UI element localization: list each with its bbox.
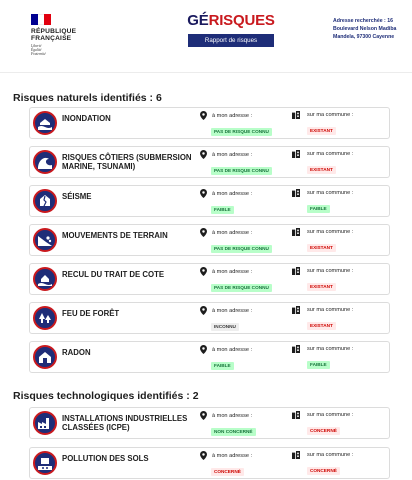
coastline-icon <box>33 267 57 291</box>
searched-address <box>333 17 411 41</box>
commune-column <box>292 189 392 215</box>
location-pin-icon <box>200 111 207 120</box>
address-column <box>200 228 300 255</box>
rf-motto-line3: Fraternité <box>31 52 46 57</box>
commune-label: sur ma commune : <box>307 112 354 118</box>
brand-title-part1: GÉ <box>187 12 209 29</box>
location-pin-icon <box>200 150 207 159</box>
risk-card-radon[interactable] <box>29 341 390 373</box>
address-status-badge: FAIBLE <box>211 362 234 370</box>
risk-name: POLLUTION DES SOLS <box>62 454 149 463</box>
address-line2: Boulevard Nelson Madiba <box>333 26 397 32</box>
tech-risks-title: Risques technologiques identifiés : 2 <box>13 390 199 402</box>
location-pin-icon <box>200 267 207 276</box>
address-column <box>200 150 300 177</box>
commune-label: sur ma commune : <box>307 229 354 235</box>
risk-card-feu-de-foret[interactable] <box>29 302 390 334</box>
address-status-badge: PAS DE RISQUE CONNU <box>211 128 272 136</box>
address-column <box>200 345 300 372</box>
location-pin-icon <box>200 306 207 315</box>
commune-column <box>292 345 392 371</box>
risk-card-inondation[interactable] <box>29 107 390 139</box>
soil-pollution-icon <box>33 451 57 475</box>
commune-status-badge: FAIBLE <box>307 205 330 213</box>
commune-status-badge: CONCERNÉ <box>307 427 340 435</box>
town-hall-icon <box>292 189 300 197</box>
commune-column <box>292 306 392 332</box>
location-pin-icon <box>200 451 207 460</box>
commune-column <box>292 150 392 176</box>
header-divider <box>0 72 412 73</box>
commune-label: sur ma commune : <box>307 268 354 274</box>
address-line3: Mandela, 97300 Cayenne <box>333 34 395 40</box>
location-pin-icon <box>200 228 207 237</box>
commune-label: sur ma commune : <box>307 190 354 196</box>
commune-status-badge: EXISTANT <box>307 283 336 291</box>
rf-motto <box>31 44 101 57</box>
natural-risks-title: Risques naturels identifiés : 6 <box>13 92 162 104</box>
risk-name: RISQUES CÔTIERS (SUBMERSION MARINE, TSUNAMI) <box>62 153 192 171</box>
commune-column <box>292 411 392 437</box>
report-subtitle: Rapport de risques <box>188 34 274 47</box>
commune-column <box>292 111 392 137</box>
factory-icon <box>33 411 57 435</box>
rf-name-line2: FRANÇAISE <box>31 35 72 42</box>
commune-status-badge: FAIBLE <box>307 361 330 369</box>
risk-card-mouvements-de-terrain[interactable] <box>29 224 390 256</box>
town-hall-icon <box>292 228 300 236</box>
address-status-badge: NON CONCERNÉ <box>211 428 256 436</box>
republique-francaise-logo <box>31 14 101 57</box>
commune-column <box>292 451 392 477</box>
risk-name: RECUL DU TRAIT DE COTE <box>62 270 165 279</box>
address-column <box>200 411 300 438</box>
landslide-icon <box>33 228 57 252</box>
address-label: à mon adresse : <box>212 268 253 275</box>
french-flag-icon <box>31 14 51 25</box>
commune-status-badge: EXISTANT <box>307 127 336 135</box>
risk-name: FEU DE FORÊT <box>62 309 120 318</box>
rf-motto-line1: Liberté <box>31 44 42 48</box>
wave-icon <box>33 150 57 174</box>
town-hall-icon <box>292 451 300 459</box>
address-column <box>200 267 300 294</box>
rf-name-line1: RÉPUBLIQUE <box>31 28 77 35</box>
commune-status-badge: EXISTANT <box>307 322 336 330</box>
address-line1: Adresse recherchée : 16 <box>333 18 393 24</box>
commune-label: sur ma commune : <box>307 307 354 313</box>
risk-card-risques-cotiers-submersion-marine-tsunami[interactable] <box>29 146 390 178</box>
address-label: à mon adresse : <box>212 307 253 314</box>
address-label: à mon adresse : <box>212 190 253 197</box>
address-label: à mon adresse : <box>212 452 253 459</box>
risk-name: SÉISME <box>62 192 92 201</box>
flood-icon <box>33 111 57 135</box>
commune-column <box>292 267 392 293</box>
address-label: à mon adresse : <box>212 229 253 236</box>
commune-label: sur ma commune : <box>307 452 354 458</box>
address-column <box>200 451 300 478</box>
commune-label: sur ma commune : <box>307 412 354 418</box>
risk-card-pollution-des-sols[interactable] <box>29 447 390 479</box>
town-hall-icon <box>292 111 300 119</box>
commune-status-badge: EXISTANT <box>307 244 336 252</box>
town-hall-icon <box>292 345 300 353</box>
risk-card-installations-industrielles-classees-icpe[interactable] <box>29 407 390 439</box>
address-status-badge: INCONNU <box>211 323 239 331</box>
address-status-badge: PAS DE RISQUE CONNU <box>211 167 272 175</box>
brand-title-part2: RISQUES <box>208 12 275 29</box>
address-column <box>200 306 300 333</box>
brand-title <box>178 12 284 29</box>
address-label: à mon adresse : <box>212 346 253 353</box>
forest-fire-icon <box>33 306 57 330</box>
address-status-badge: PAS DE RISQUE CONNU <box>211 284 272 292</box>
earthquake-icon <box>33 189 57 213</box>
georisques-logo <box>178 12 284 47</box>
risk-name: INSTALLATIONS INDUSTRIELLES CLASSÉES (ICPE) <box>62 414 188 432</box>
address-status-badge: CONCERNÉ <box>211 468 244 476</box>
town-hall-icon <box>292 306 300 314</box>
town-hall-icon <box>292 267 300 275</box>
address-label: à mon adresse : <box>212 151 253 158</box>
address-status-badge: FAIBLE <box>211 206 234 214</box>
address-column <box>200 111 300 138</box>
commune-label: sur ma commune : <box>307 346 354 352</box>
town-hall-icon <box>292 411 300 419</box>
radon-house-icon <box>33 345 57 369</box>
address-label: à mon adresse : <box>212 412 253 419</box>
location-pin-icon <box>200 345 207 354</box>
commune-column <box>292 228 392 254</box>
commune-status-badge: EXISTANT <box>307 166 336 174</box>
location-pin-icon <box>200 411 207 420</box>
risk-card-seisme[interactable] <box>29 185 390 217</box>
town-hall-icon <box>292 150 300 158</box>
commune-status-badge: CONCERNÉ <box>307 467 340 475</box>
commune-label: sur ma commune : <box>307 151 354 157</box>
address-status-badge: PAS DE RISQUE CONNU <box>211 245 272 253</box>
address-label: à mon adresse : <box>212 112 253 119</box>
report-header <box>0 0 412 70</box>
risk-card-recul-du-trait-de-cote[interactable] <box>29 263 390 295</box>
risk-name: INONDATION <box>62 114 111 123</box>
location-pin-icon <box>200 189 207 198</box>
risk-name: MOUVEMENTS DE TERRAIN <box>62 231 168 240</box>
risk-name: RADON <box>62 348 91 357</box>
rf-name <box>31 28 101 42</box>
rf-motto-line2: Égalité <box>31 48 42 53</box>
address-column <box>200 189 300 216</box>
